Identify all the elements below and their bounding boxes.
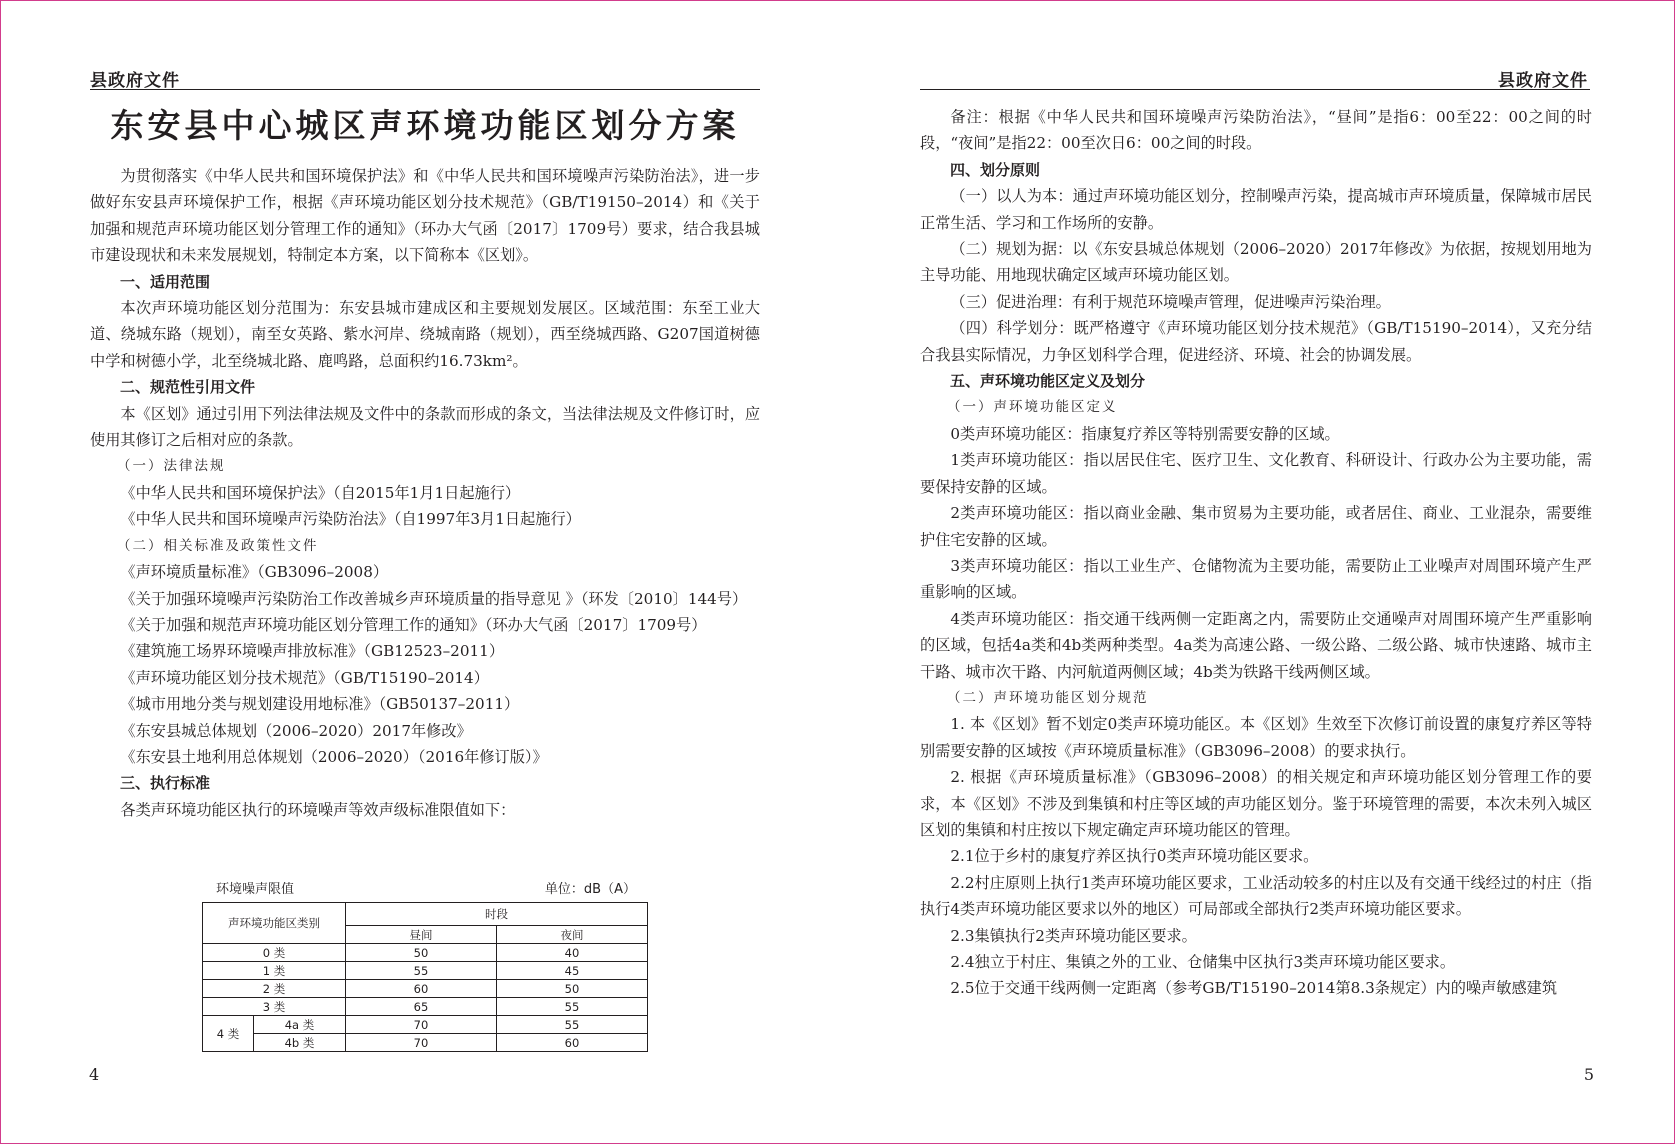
standard-item: 《东安县城总体规划（2006–2020）2017年修改》 — [120, 721, 472, 740]
definition-item: 4类声环境功能区：指交通干线两侧一定距离之内，需要防止交通噪声对周围环境产生严重影响的区域，包括4a类和4b类两种类型。4a类为高速公路、一级公路、二级公路、城市快速路、城市主干路、城市次干路、内河航道两侧区域；4b类为铁路干线两侧区域。 — [920, 609, 1592, 681]
cell-night: 55 — [497, 1016, 648, 1034]
right-page — [838, 0, 1676, 1146]
principle-item: （三）促进治理：有利于规范环境噪声管理，促进噪声污染治理。 — [950, 292, 1391, 311]
intro-paragraph: 为贯彻落实《中华人民共和国环境保护法》和《中华人民共和国环境噪声污染防治法》，进一步做好东安县声环境保护工作，根据《声环境功能区划分技术规范》（GB/T19150–2014）和《关于加强和规范声环境功能区划分管理工作的通知》（环办大气函〔2017〕1709号）要求，结合我县城市建设现状和未来发展规划，特制定本方案，以下简称本《区划》。 — [90, 167, 760, 265]
principle-item: （四）科学划分：既严格遵守《声环境功能区划分技术规范》（GB/T15190–2014），又充分结合我县实际情况，力争区划科学合理，促进经济、环境、社会的协调发展。 — [920, 319, 1592, 364]
header-rule-right — [920, 89, 1590, 90]
division-rule: 2.3集镇执行2类声环境功能区要求。 — [950, 926, 1197, 945]
table-row — [203, 962, 648, 980]
left-page — [0, 0, 838, 1146]
cell-category: 1 类 — [203, 962, 346, 980]
principle-item: （一）以人为本：通过声环境功能区划分，控制噪声污染，提高城市声环境质量，保障城市居民正常生活、学习和工作场所的安静。 — [920, 187, 1592, 232]
cell-day: 70 — [346, 1034, 497, 1052]
standard-item: 《声环境质量标准》（GB3096–2008） — [120, 563, 389, 582]
division-rule: 2.2村庄原则上执行1类声环境功能区要求，工业活动较多的村庄以及有交通干线经过的村庄（指执行4类声环境功能区要求以外的地区）可局部或全部执行2类声环境功能区要求。 — [920, 873, 1592, 919]
definition-subheading: （一）声环境功能区定义 — [947, 399, 1118, 416]
table-row — [203, 998, 648, 1016]
table-caption-row — [216, 878, 636, 897]
table-row — [203, 1034, 648, 1052]
cell-day: 55 — [346, 962, 497, 980]
section-1-heading: 一、适用范围 — [120, 272, 211, 291]
cell-category: 3 类 — [203, 998, 346, 1016]
standard-item: 《东安县土地利用总体规划（2006–2020）（2016年修订版）》 — [120, 747, 548, 766]
law-item: 《中华人民共和国环境保护法》（自2015年1月1日起施行） — [120, 483, 521, 502]
division-rule: 2.4独立于村庄、集镇之外的工业、仓储集中区执行3类声环境功能区要求。 — [950, 953, 1456, 971]
header-night: 夜间 — [497, 926, 648, 944]
definition-item: 0类声环境功能区：指康复疗养区等特别需要安静的区域。 — [950, 424, 1340, 443]
division-rule: 2. 根据《声环境质量标准》（GB3096–2008）的相关规定和声环境功能区划分管理工作的要求，本《区划》不涉及到集镇和村庄等区域的声功能区划分。鉴于环境管理的需要，本次未列入城区区划的集镇和村庄按以下规定确定声环境功能区的管理。 — [920, 768, 1592, 839]
definition-item: 1类声环境功能区：指以居民住宅、医疗卫生、文化教育、科研设计、行政办公为主要功能，需要保持安静的区域。 — [920, 451, 1592, 496]
header-period: 时段 — [346, 903, 648, 926]
cell-day: 70 — [346, 1016, 497, 1034]
standards-subheading: （二）相关标准及政策性文件 — [117, 537, 319, 554]
section-5-heading: 五、声环境功能区定义及划分 — [950, 372, 1146, 391]
table-header-row — [203, 903, 648, 926]
section-3-heading: 三、执行标准 — [120, 774, 211, 793]
page-number-left: 4 — [89, 1065, 100, 1084]
cell-category: 4a 类 — [254, 1016, 346, 1034]
table-row — [203, 1016, 648, 1034]
cell-night: 60 — [497, 1034, 648, 1052]
cell-group-4: 4 类 — [203, 1016, 254, 1052]
cell-night: 45 — [497, 962, 648, 980]
definition-item: 2类声环境功能区：指以商业金融、集市贸易为主要功能，或者居住、商业、工业混杂，需要维护住宅安静的区域。 — [920, 504, 1592, 549]
laws-subheading: （一）法律法规 — [117, 458, 226, 475]
section-2-paragraph: 本《区划》通过引用下列法律法规及文件中的条款而形成的条文，当法律法规及文件修订时，应使用其修订之后相对应的条款。 — [90, 404, 760, 450]
division-rule: 1. 本《区划》暂不划定0类声环境功能区。本《区划》生效至下次修订前设置的康复疗养区等特别需要安静的区域按《声环境质量标准》（GB3096–2008）的要求执行。 — [920, 715, 1592, 760]
cell-day: 60 — [346, 980, 497, 998]
law-item: 《中华人民共和国环境噪声污染防治法》（自1997年3月1日起施行） — [120, 510, 581, 529]
standard-item: 《关于加强和规范声环境功能区划分管理工作的通知》（环办大气函〔2017〕1709号） — [120, 615, 707, 634]
header-day: 昼间 — [346, 926, 497, 944]
header-category: 声环境功能区类别 — [203, 903, 346, 944]
table-caption: 环境噪声限值 — [216, 882, 295, 897]
cell-night: 50 — [497, 980, 648, 998]
noise-limit-table — [202, 902, 648, 1052]
division-subheading: （二）声环境功能区划分规范 — [947, 689, 1149, 706]
right-body-text — [920, 104, 1592, 1002]
standard-item: 《声环境功能区划分技术规范》（GB/T15190–2014） — [120, 668, 489, 687]
cell-category: 4b 类 — [254, 1034, 346, 1052]
table-row — [203, 944, 648, 962]
cell-night: 55 — [497, 998, 648, 1016]
standard-item: 《关于加强环境噪声污染防治工作改善城乡声环境质量的指导意见 》（环发〔2010〕144号） — [120, 589, 748, 608]
left-body-text — [90, 163, 760, 823]
cell-night: 40 — [497, 944, 648, 962]
division-rule: 2.1位于乡村的康复疗养区执行0类声环境功能区要求。 — [950, 847, 1319, 866]
cell-category: 0 类 — [203, 944, 346, 962]
table-note: 备注：根据《中华人民共和国环境噪声污染防治法》，“昼间”是指6：00至22：00之间的时段，“夜间”是指22：00至次日6：00之间的时段。 — [920, 108, 1592, 153]
section-4-heading: 四、划分原则 — [950, 160, 1041, 179]
header-rule-left — [90, 89, 760, 90]
table-row — [203, 980, 648, 998]
section-3-paragraph: 各类声环境功能区执行的环境噪声等效声级标准限值如下： — [120, 800, 516, 819]
page-number-right: 5 — [1583, 1065, 1594, 1084]
definition-item: 3类声环境功能区：指以工业生产、仓储物流为主要功能，需要防止工业噪声对周围环境产生严重影响的区域。 — [920, 556, 1592, 602]
cell-day: 65 — [346, 998, 497, 1016]
standard-item: 《建筑施工场界环境噪声排放标准》（GB12523–2011） — [120, 642, 505, 661]
document-title: 东安县中心城区声环境功能区划分方案 — [110, 106, 740, 145]
section-2-heading: 二、规范性引用文件 — [120, 378, 256, 397]
cell-day: 50 — [346, 944, 497, 962]
principle-item: （二）规划为据：以《东安县城总体规划（2006–2020）2017年修改》为依据，按规划用地为主导功能、用地现状确定区域声环境功能区划。 — [920, 240, 1592, 285]
running-header-right: 县政府文件 — [1498, 71, 1588, 91]
table-unit: 单位：dB（A） — [544, 882, 636, 897]
cell-category: 2 类 — [203, 980, 346, 998]
section-1-paragraph: 本次声环境功能区划分范围为：东安县城市建成区和主要规划发展区。区域范围：东至工业大道、绕城东路（规划），南至女英路、紫水河岸、绕城南路（规划），西至绕城西路、G207国道树德中学和树德小学，北至绕城北路、鹿鸣路，总面积约16.73km²。 — [90, 299, 760, 370]
division-rule: 2.5位于交通干线两侧一定距离（参考GB/T15190–2014第8.3条规定）内的噪声敏感建筑 — [950, 979, 1558, 998]
standard-item: 《城市用地分类与规划建设用地标准》（GB50137–2011） — [120, 695, 520, 714]
running-header-left: 县政府文件 — [90, 71, 180, 91]
